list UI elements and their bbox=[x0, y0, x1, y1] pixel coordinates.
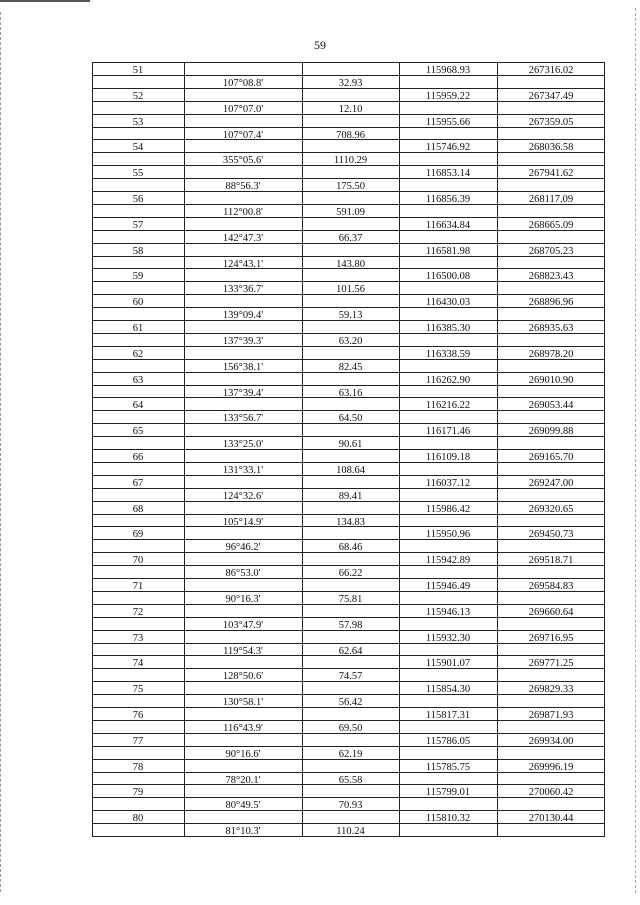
row-rule bbox=[92, 62, 605, 63]
table-row bbox=[92, 243, 605, 269]
table-row bbox=[92, 475, 605, 501]
distance-cell: 89.41 bbox=[338, 490, 363, 502]
coordinates-table bbox=[92, 62, 605, 837]
x-coordinate-cell: 116856.39 bbox=[425, 193, 471, 205]
y-coordinate-cell: 269771.25 bbox=[528, 658, 574, 670]
table-row bbox=[92, 217, 605, 243]
distance-cell: 32.93 bbox=[338, 78, 363, 89]
x-coordinate-cell: 115946.13 bbox=[425, 606, 471, 618]
direction-angle-cell: 78°20.1' bbox=[225, 774, 261, 786]
table-row bbox=[92, 62, 605, 88]
direction-angle-cell: 131°33.1' bbox=[222, 464, 264, 476]
table-row bbox=[92, 655, 605, 681]
x-coordinate-cell: 115986.42 bbox=[425, 503, 471, 515]
x-coordinate-cell: 115799.01 bbox=[425, 787, 471, 799]
point-number-cell: 76 bbox=[132, 709, 144, 721]
y-coordinate-cell: 269871.93 bbox=[528, 709, 574, 721]
point-number-cell: 75 bbox=[132, 684, 144, 696]
direction-angle-cell: 355°05.6' bbox=[222, 155, 264, 167]
distance-cell: 62.64 bbox=[338, 645, 363, 657]
row-rule bbox=[92, 372, 605, 373]
x-coordinate-cell: 115932.30 bbox=[425, 632, 471, 644]
row-rule bbox=[92, 346, 605, 347]
row-rule bbox=[92, 449, 605, 450]
y-coordinate-cell: 269660.64 bbox=[528, 606, 574, 618]
y-coordinate-cell: 269010.90 bbox=[528, 374, 574, 386]
point-number-cell: 54 bbox=[132, 142, 144, 154]
x-coordinate-cell: 116262.90 bbox=[425, 374, 471, 386]
direction-angle-cell: 90°16.3' bbox=[225, 593, 261, 605]
table-row bbox=[92, 552, 605, 578]
y-coordinate-cell: 269247.00 bbox=[528, 477, 574, 489]
row-rule bbox=[92, 139, 605, 140]
x-coordinate-cell: 115786.05 bbox=[425, 735, 471, 747]
point-number-cell: 71 bbox=[132, 580, 144, 592]
direction-angle-cell: 81°10.3' bbox=[225, 826, 261, 838]
y-coordinate-cell: 269099.88 bbox=[528, 426, 574, 438]
x-coordinate-cell: 116216.22 bbox=[425, 400, 471, 412]
x-coordinate-cell: 115959.22 bbox=[425, 90, 471, 102]
y-coordinate-cell: 269320.65 bbox=[528, 503, 574, 515]
table-row bbox=[92, 88, 605, 114]
table-row bbox=[92, 501, 605, 527]
point-number-cell: 58 bbox=[132, 245, 144, 257]
direction-angle-cell: 133°25.0' bbox=[222, 439, 264, 451]
table-row bbox=[92, 397, 605, 423]
x-coordinate-cell: 115946.49 bbox=[425, 580, 471, 592]
table-row bbox=[92, 449, 605, 475]
x-coordinate-cell: 116500.08 bbox=[425, 271, 471, 283]
x-coordinate-cell: 116385.30 bbox=[425, 322, 471, 334]
row-rule bbox=[92, 191, 605, 192]
scan-edge-mark bbox=[0, 0, 90, 2]
table-row bbox=[92, 139, 605, 165]
distance-cell: 65.58 bbox=[338, 774, 363, 786]
table-row bbox=[92, 578, 605, 604]
direction-angle-cell: 128°50.6' bbox=[222, 671, 264, 683]
row-rule bbox=[92, 759, 605, 760]
row-rule bbox=[92, 165, 605, 166]
direction-angle-cell: 142°47.3' bbox=[222, 232, 264, 244]
point-number-cell: 77 bbox=[132, 735, 144, 747]
direction-angle-cell: 119°54.3' bbox=[223, 645, 263, 657]
row-rule bbox=[92, 88, 605, 89]
distance-cell: 101.56 bbox=[336, 284, 365, 296]
point-number-cell: 68 bbox=[132, 503, 144, 515]
row-rule bbox=[92, 397, 605, 398]
table-row bbox=[92, 268, 605, 294]
table-row bbox=[92, 630, 605, 656]
table-row bbox=[92, 423, 605, 449]
direction-angle-cell: 133°56.7' bbox=[222, 413, 264, 425]
direction-angle-cell: 137°39.3' bbox=[222, 335, 264, 347]
y-coordinate-cell: 268705.23 bbox=[528, 245, 574, 257]
row-rule bbox=[92, 681, 605, 682]
table-row bbox=[92, 707, 605, 733]
distance-cell: 56.42 bbox=[338, 697, 363, 709]
x-coordinate-cell: 116109.18 bbox=[425, 451, 471, 463]
x-coordinate-cell: 115901.07 bbox=[425, 658, 471, 670]
table-row bbox=[92, 810, 605, 836]
row-rule bbox=[92, 114, 605, 115]
distance-cell: 108.64 bbox=[336, 464, 365, 476]
table-row bbox=[92, 681, 605, 707]
direction-angle-cell: 107°07.4' bbox=[222, 129, 264, 141]
x-coordinate-cell: 115942.89 bbox=[425, 555, 471, 567]
distance-cell: 75.81 bbox=[338, 593, 363, 605]
row-rule bbox=[92, 475, 605, 476]
point-number-cell: 51 bbox=[132, 65, 144, 76]
y-coordinate-cell: 267359.05 bbox=[528, 116, 574, 128]
direction-angle-cell: 116°43.9' bbox=[223, 722, 263, 734]
row-rule bbox=[92, 604, 605, 605]
distance-cell: 175.50 bbox=[336, 181, 365, 193]
table-row bbox=[92, 294, 605, 320]
direction-angle-cell: 80°49.5' bbox=[225, 800, 261, 812]
table-row bbox=[92, 114, 605, 140]
point-number-cell: 65 bbox=[132, 426, 144, 438]
distance-cell: 143.80 bbox=[336, 258, 365, 270]
point-number-cell: 63 bbox=[132, 374, 144, 386]
table-row bbox=[92, 372, 605, 398]
y-coordinate-cell: 269450.73 bbox=[528, 529, 574, 541]
row-rule bbox=[92, 526, 605, 527]
table-row bbox=[92, 526, 605, 552]
row-rule bbox=[92, 552, 605, 553]
row-rule bbox=[92, 707, 605, 708]
x-coordinate-cell: 115950.96 bbox=[425, 529, 471, 541]
x-coordinate-cell: 115746.92 bbox=[425, 142, 471, 154]
y-coordinate-cell: 267941.62 bbox=[528, 168, 574, 180]
point-number-cell: 73 bbox=[132, 632, 144, 644]
y-coordinate-cell: 270060.42 bbox=[528, 787, 574, 799]
point-number-cell: 53 bbox=[132, 116, 144, 128]
x-coordinate-cell: 116338.59 bbox=[425, 348, 471, 360]
direction-angle-cell: 139°09.4' bbox=[222, 310, 264, 322]
table-row bbox=[92, 759, 605, 785]
row-rule bbox=[92, 578, 605, 579]
x-coordinate-cell: 116853.14 bbox=[425, 168, 471, 180]
direction-angle-cell: 130°58.1' bbox=[222, 697, 264, 709]
x-coordinate-cell: 115955.66 bbox=[425, 116, 471, 128]
direction-angle-cell: 107°07.0' bbox=[222, 103, 264, 115]
point-number-cell: 79 bbox=[132, 787, 144, 799]
table-row bbox=[92, 733, 605, 759]
x-coordinate-cell: 115854.30 bbox=[425, 684, 471, 696]
distance-cell: 66.37 bbox=[338, 232, 363, 244]
x-coordinate-cell: 116171.46 bbox=[425, 426, 471, 438]
distance-cell: 63.16 bbox=[338, 387, 363, 399]
y-coordinate-cell: 270130.44 bbox=[528, 813, 574, 825]
table-bottom-rule bbox=[92, 836, 605, 837]
distance-cell: 69.50 bbox=[338, 722, 363, 734]
direction-angle-cell: 156°38.1' bbox=[222, 361, 264, 373]
page-number: 59 bbox=[314, 38, 326, 52]
x-coordinate-cell: 115817.31 bbox=[425, 709, 471, 721]
point-number-cell: 74 bbox=[132, 658, 144, 670]
y-coordinate-cell: 269829.33 bbox=[528, 684, 574, 696]
table-row bbox=[92, 346, 605, 372]
row-rule bbox=[92, 217, 605, 218]
x-coordinate-cell: 115810.32 bbox=[425, 813, 471, 825]
direction-angle-cell: 124°32.6' bbox=[222, 490, 264, 502]
direction-angle-cell: 103°47.9' bbox=[222, 619, 264, 631]
distance-cell: 66.22 bbox=[338, 568, 363, 580]
distance-cell: 57.98 bbox=[338, 619, 363, 631]
point-number-cell: 56 bbox=[132, 193, 144, 205]
point-number-cell: 70 bbox=[132, 555, 144, 567]
y-coordinate-cell: 267347.49 bbox=[528, 90, 574, 102]
point-number-cell: 66 bbox=[132, 451, 144, 463]
y-coordinate-cell: 268665.09 bbox=[528, 219, 574, 231]
direction-angle-cell: 96°46.2' bbox=[225, 542, 261, 554]
point-number-cell: 72 bbox=[132, 606, 144, 618]
point-number-cell: 60 bbox=[132, 297, 144, 309]
point-number-cell: 78 bbox=[132, 761, 144, 773]
distance-cell: 70.93 bbox=[338, 800, 363, 812]
distance-cell: 708.96 bbox=[336, 129, 365, 141]
y-coordinate-cell: 269518.71 bbox=[528, 555, 574, 567]
x-coordinate-cell: 116037.12 bbox=[425, 477, 471, 489]
y-coordinate-cell: 268117.09 bbox=[528, 193, 574, 205]
distance-cell: 63.20 bbox=[338, 335, 363, 347]
row-rule bbox=[92, 423, 605, 424]
row-rule bbox=[92, 733, 605, 734]
point-number-cell: 55 bbox=[132, 168, 144, 180]
table-row bbox=[92, 191, 605, 217]
distance-cell: 59.13 bbox=[338, 310, 363, 322]
row-rule bbox=[92, 320, 605, 321]
direction-angle-cell: 90°16.6' bbox=[225, 748, 261, 760]
y-coordinate-cell: 268823.43 bbox=[528, 271, 574, 283]
y-coordinate-cell: 267316.02 bbox=[528, 65, 574, 76]
distance-cell: 74.57 bbox=[338, 671, 363, 683]
distance-cell: 62.19 bbox=[338, 748, 363, 760]
table-row bbox=[92, 165, 605, 191]
row-rule bbox=[92, 655, 605, 656]
y-coordinate-cell: 268935.63 bbox=[528, 322, 574, 334]
x-coordinate-cell: 116430.03 bbox=[425, 297, 471, 309]
y-coordinate-cell: 269584.83 bbox=[528, 580, 574, 592]
direction-angle-cell: 107°08.8' bbox=[222, 78, 264, 89]
row-rule bbox=[92, 243, 605, 244]
y-coordinate-cell: 268036.58 bbox=[528, 142, 574, 154]
x-coordinate-cell: 116581.98 bbox=[425, 245, 471, 257]
direction-angle-cell: 88°56.3' bbox=[225, 181, 261, 193]
table-row bbox=[92, 604, 605, 630]
distance-cell: 68.46 bbox=[338, 542, 363, 554]
distance-cell: 12.10 bbox=[338, 103, 363, 115]
direction-angle-cell: 105°14.9' bbox=[222, 516, 264, 528]
y-coordinate-cell: 269716.95 bbox=[528, 632, 574, 644]
y-coordinate-cell: 269165.70 bbox=[528, 451, 574, 463]
row-rule bbox=[92, 268, 605, 269]
point-number-cell: 64 bbox=[132, 400, 144, 412]
distance-cell: 591.09 bbox=[336, 206, 365, 218]
distance-cell: 134.83 bbox=[336, 516, 365, 528]
direction-angle-cell: 137°39.4' bbox=[222, 387, 264, 399]
point-number-cell: 59 bbox=[132, 271, 144, 283]
row-rule bbox=[92, 501, 605, 502]
x-coordinate-cell: 116634.84 bbox=[425, 219, 471, 231]
row-rule bbox=[92, 630, 605, 631]
point-number-cell: 52 bbox=[132, 90, 144, 102]
table-row bbox=[92, 320, 605, 346]
point-number-cell: 61 bbox=[132, 322, 144, 334]
direction-angle-cell: 112°00.8' bbox=[223, 206, 263, 218]
x-coordinate-cell: 115968.93 bbox=[425, 65, 471, 76]
row-rule bbox=[92, 784, 605, 785]
distance-cell: 110.24 bbox=[336, 826, 365, 838]
point-number-cell: 69 bbox=[132, 529, 144, 541]
scan-left-edge bbox=[0, 12, 2, 892]
y-coordinate-cell: 268978.20 bbox=[528, 348, 574, 360]
distance-cell: 1110.29 bbox=[333, 155, 368, 167]
distance-cell: 90.61 bbox=[338, 439, 363, 451]
y-coordinate-cell: 269996.19 bbox=[528, 761, 574, 773]
y-coordinate-cell: 268896.96 bbox=[528, 297, 574, 309]
direction-angle-cell: 86°53.0' bbox=[225, 568, 261, 580]
x-coordinate-cell: 115785.75 bbox=[425, 761, 471, 773]
point-number-cell: 80 bbox=[132, 813, 144, 825]
point-number-cell: 67 bbox=[132, 477, 144, 489]
row-rule bbox=[92, 294, 605, 295]
point-number-cell: 62 bbox=[132, 348, 144, 360]
direction-angle-cell: 133°36.7' bbox=[222, 284, 264, 296]
y-coordinate-cell: 269934.00 bbox=[528, 735, 574, 747]
direction-angle-cell: 124°43.1' bbox=[222, 258, 264, 270]
y-coordinate-cell: 269053.44 bbox=[528, 400, 574, 412]
distance-cell: 64.50 bbox=[338, 413, 363, 425]
distance-cell: 82.45 bbox=[338, 361, 363, 373]
scan-right-edge bbox=[635, 8, 637, 893]
table-row bbox=[92, 784, 605, 810]
point-number-cell: 57 bbox=[132, 219, 144, 231]
row-rule bbox=[92, 810, 605, 811]
